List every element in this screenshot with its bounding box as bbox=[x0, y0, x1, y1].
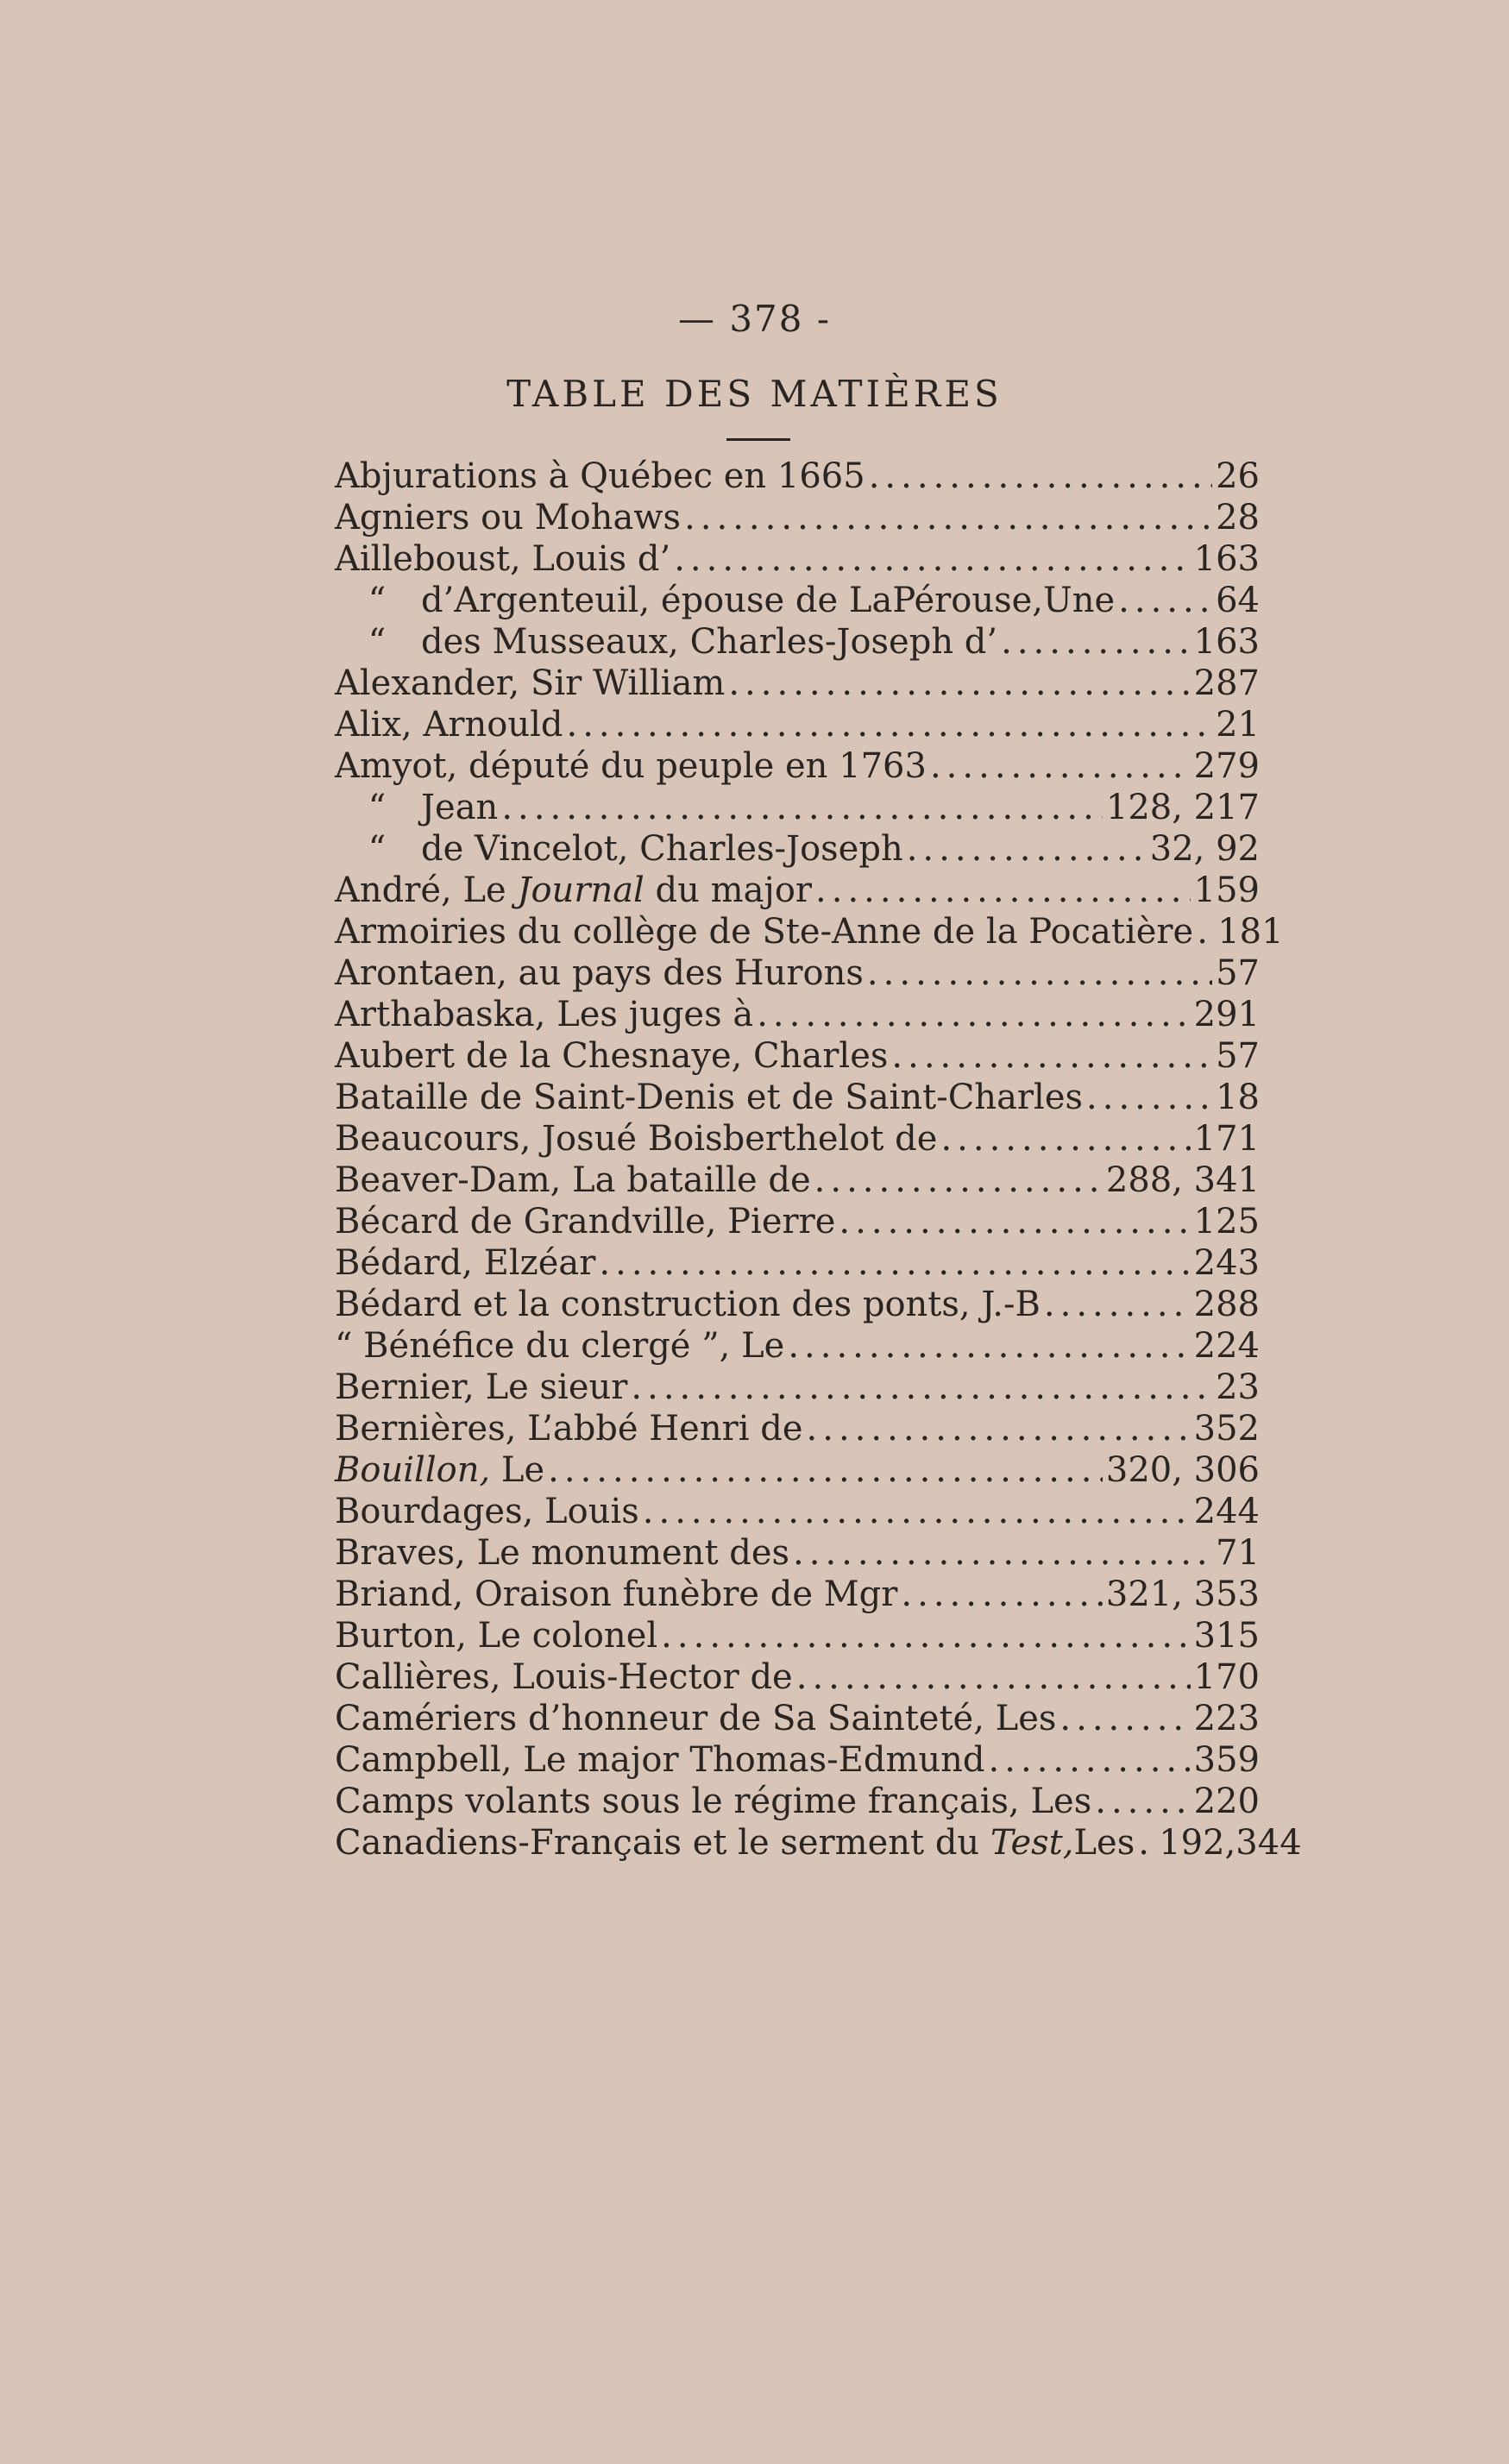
dot-leader bbox=[661, 1615, 1190, 1656]
entry-page-numbers: 57 bbox=[1216, 953, 1260, 993]
entry-page-numbers: 220 bbox=[1193, 1782, 1260, 1821]
dot-leader bbox=[1118, 580, 1212, 621]
entry-page-numbers: 352 bbox=[1193, 1409, 1260, 1449]
dot-leader bbox=[793, 1532, 1212, 1574]
entry-label: Bédard et la construction des ponts, J.-B bbox=[335, 1285, 1041, 1324]
entry-label-italic: Test, bbox=[990, 1823, 1074, 1863]
index-entries-list bbox=[335, 456, 1302, 1864]
ditto-mark: “ bbox=[368, 788, 387, 827]
dot-leader bbox=[1095, 1781, 1190, 1822]
entry-page-numbers: 163 bbox=[1193, 622, 1260, 662]
entry-label: Bataille de Saint-Denis et de Saint-Charles bbox=[335, 1078, 1084, 1117]
index-entry bbox=[335, 1408, 1260, 1449]
entry-page-numbers: 291 bbox=[1193, 995, 1260, 1034]
index-entry bbox=[335, 745, 1260, 787]
dot-leader bbox=[548, 1449, 1103, 1491]
entry-label: André, Le Journal du major bbox=[335, 871, 813, 910]
dot-leader bbox=[1086, 1077, 1212, 1118]
entry-label: Canadiens-Français et le serment du Test,Les bbox=[335, 1823, 1135, 1863]
entry-page-numbers: 57 bbox=[1216, 1036, 1260, 1076]
title-rule bbox=[726, 438, 790, 441]
dot-leader bbox=[1059, 1698, 1190, 1739]
dot-leader bbox=[1044, 1284, 1191, 1325]
entry-label: Burton, Le colonel bbox=[335, 1616, 658, 1656]
dot-leader bbox=[901, 1574, 1102, 1615]
dot-leader bbox=[815, 870, 1191, 911]
dot-leader bbox=[989, 1739, 1191, 1781]
index-entry bbox=[335, 621, 1260, 663]
entry-label: “ Bénéfice du clergé ”, Le bbox=[335, 1326, 785, 1366]
entry-page-numbers: 28 bbox=[1216, 498, 1260, 537]
entry-page-numbers: 315 bbox=[1193, 1616, 1260, 1656]
index-entry bbox=[335, 870, 1260, 911]
index-entry bbox=[335, 1574, 1260, 1615]
index-entry bbox=[335, 1367, 1260, 1408]
ditto-mark: “ bbox=[368, 622, 387, 662]
dot-leader bbox=[757, 994, 1190, 1035]
entry-page-numbers: 21 bbox=[1216, 705, 1260, 745]
index-entry bbox=[335, 1449, 1260, 1491]
entry-page-numbers: 26 bbox=[1216, 456, 1260, 496]
dot-leader bbox=[1001, 621, 1191, 663]
entry-label: des Musseaux, Charles-Joseph d’ bbox=[421, 622, 998, 662]
entry-label: Beaucours, Josué Boisberthelot de bbox=[335, 1119, 938, 1159]
page-title: TABLE DES MATIÈRES bbox=[506, 373, 1003, 415]
dot-leader bbox=[867, 952, 1212, 994]
index-entry bbox=[335, 1160, 1260, 1201]
entry-page-numbers: 224 bbox=[1193, 1326, 1260, 1366]
entry-page-numbers: 287 bbox=[1193, 663, 1260, 703]
entry-label: Bécard de Grandville, Pierre bbox=[335, 1202, 836, 1241]
dot-leader bbox=[891, 1035, 1212, 1077]
entry-label: Abjurations à Québec en 1665 bbox=[335, 456, 865, 496]
dot-leader bbox=[807, 1408, 1191, 1449]
entry-page-numbers: 279 bbox=[1193, 746, 1260, 786]
entry-label: Arontaen, au pays des Hurons bbox=[335, 953, 864, 993]
dot-leader bbox=[728, 663, 1190, 704]
entry-label: Amyot, député du peuple en 1763 bbox=[335, 746, 927, 786]
entry-page-numbers: 170 bbox=[1193, 1657, 1260, 1697]
dot-leader bbox=[566, 704, 1212, 745]
dot-leader bbox=[684, 497, 1212, 538]
entry-page-numbers: 288 bbox=[1193, 1285, 1260, 1324]
index-entry bbox=[335, 1656, 1260, 1698]
dot-leader bbox=[501, 787, 1103, 828]
entry-label: Alix, Arnould bbox=[335, 705, 563, 745]
index-entry bbox=[335, 1822, 1302, 1864]
dot-leader bbox=[930, 745, 1191, 787]
entry-page-numbers: 244 bbox=[1193, 1492, 1260, 1531]
dot-leader bbox=[599, 1242, 1190, 1284]
dot-leader bbox=[839, 1201, 1190, 1242]
entry-page-numbers: 243 bbox=[1193, 1243, 1260, 1283]
entry-label: Campbell, Le major Thomas-Edmund bbox=[335, 1740, 985, 1780]
entry-label: Bernières, L’abbé Henri de bbox=[335, 1409, 803, 1449]
index-entry bbox=[335, 1284, 1260, 1325]
entry-label: Ailleboust, Louis d’ bbox=[335, 539, 671, 579]
entry-page-numbers: 128, 217 bbox=[1105, 788, 1260, 827]
index-entry bbox=[335, 787, 1260, 828]
index-entry bbox=[335, 1698, 1260, 1739]
entry-page-numbers: 32, 92 bbox=[1149, 829, 1260, 869]
entry-label: Agniers ou Mohaws bbox=[335, 498, 682, 537]
index-entry bbox=[335, 497, 1260, 538]
dot-leader bbox=[1138, 1822, 1155, 1864]
index-entry bbox=[335, 1739, 1260, 1781]
entry-label-italic: Bouillon, bbox=[335, 1450, 491, 1490]
dot-leader bbox=[869, 456, 1212, 497]
entry-page-numbers: 171 bbox=[1193, 1119, 1260, 1159]
entry-page-numbers: 320, 306 bbox=[1105, 1450, 1260, 1490]
entry-page-numbers: 18 bbox=[1216, 1078, 1260, 1117]
entry-page-numbers: 321, 353 bbox=[1105, 1575, 1260, 1614]
entry-label: Alexander, Sir William bbox=[335, 663, 726, 703]
index-entry bbox=[335, 1242, 1260, 1284]
index-entry bbox=[335, 952, 1260, 994]
dot-leader bbox=[1197, 911, 1214, 952]
entry-label: Jean bbox=[421, 788, 499, 827]
entry-page-numbers: 359 bbox=[1193, 1740, 1260, 1780]
entry-page-numbers: 159 bbox=[1193, 871, 1260, 910]
dot-leader bbox=[796, 1656, 1191, 1698]
entry-label: Bourdages, Louis bbox=[335, 1492, 639, 1531]
index-entry bbox=[335, 1532, 1260, 1574]
entry-label: Braves, Le monument des bbox=[335, 1533, 790, 1573]
entry-label: Camériers d’honneur de Sa Sainteté, Les bbox=[335, 1699, 1057, 1738]
ditto-mark: “ bbox=[368, 829, 387, 869]
dot-leader bbox=[814, 1160, 1103, 1201]
entry-label: Aubert de la Chesnaye, Charles bbox=[335, 1036, 889, 1076]
index-entry bbox=[335, 911, 1284, 952]
index-entry bbox=[335, 663, 1260, 704]
entry-label: Bédard, Elzéar bbox=[335, 1243, 596, 1283]
index-entry bbox=[335, 580, 1260, 621]
index-entry bbox=[335, 1615, 1260, 1656]
dot-leader bbox=[907, 828, 1147, 870]
entry-label-italic: Journal bbox=[517, 871, 644, 910]
entry-label: Arthabaska, Les juges à bbox=[335, 995, 754, 1034]
entry-page-numbers: 192,344 bbox=[1159, 1823, 1302, 1863]
index-entry bbox=[335, 538, 1260, 580]
dot-leader bbox=[674, 538, 1190, 580]
entry-page-numbers: 163 bbox=[1193, 539, 1260, 579]
index-entry bbox=[335, 1035, 1260, 1077]
dot-leader bbox=[788, 1325, 1190, 1367]
entry-label: d’Argenteuil, épouse de LaPérouse,Une bbox=[421, 581, 1116, 620]
entry-page-numbers: 288, 341 bbox=[1105, 1160, 1260, 1200]
ditto-mark: “ bbox=[368, 581, 387, 620]
entry-label: Bouillon, Le bbox=[335, 1450, 545, 1490]
entry-page-numbers: 181 bbox=[1217, 912, 1284, 952]
index-entry bbox=[335, 1781, 1260, 1822]
index-entry bbox=[335, 456, 1260, 497]
dot-leader bbox=[940, 1118, 1190, 1160]
index-entry bbox=[335, 828, 1260, 870]
entry-page-numbers: 23 bbox=[1216, 1367, 1260, 1407]
entry-page-numbers: 223 bbox=[1193, 1699, 1260, 1738]
entry-label: Armoiries du collège de Ste-Anne de la Pocatière bbox=[335, 912, 1194, 952]
entry-label: Camps volants sous le régime français, Les bbox=[335, 1782, 1092, 1821]
index-entry bbox=[335, 704, 1260, 745]
entry-page-numbers: 125 bbox=[1193, 1202, 1260, 1241]
entry-label: Bernier, Le sieur bbox=[335, 1367, 628, 1407]
entry-label: Callières, Louis-Hector de bbox=[335, 1657, 793, 1697]
page-number: — 378 - bbox=[677, 298, 832, 340]
entry-page-numbers: 71 bbox=[1216, 1533, 1260, 1573]
index-entry bbox=[335, 1491, 1260, 1532]
dot-leader bbox=[643, 1491, 1191, 1532]
entry-label: Briand, Oraison funèbre de Mgr bbox=[335, 1575, 898, 1614]
index-entry bbox=[335, 1325, 1260, 1367]
index-entry bbox=[335, 1118, 1260, 1160]
index-entry bbox=[335, 1201, 1260, 1242]
dot-leader bbox=[631, 1367, 1212, 1408]
entry-label: de Vincelot, Charles-Joseph bbox=[421, 829, 903, 869]
index-entry bbox=[335, 994, 1260, 1035]
index-entry bbox=[335, 1077, 1260, 1118]
entry-page-numbers: 64 bbox=[1216, 581, 1260, 620]
entry-label: Beaver-Dam, La bataille de bbox=[335, 1160, 811, 1200]
